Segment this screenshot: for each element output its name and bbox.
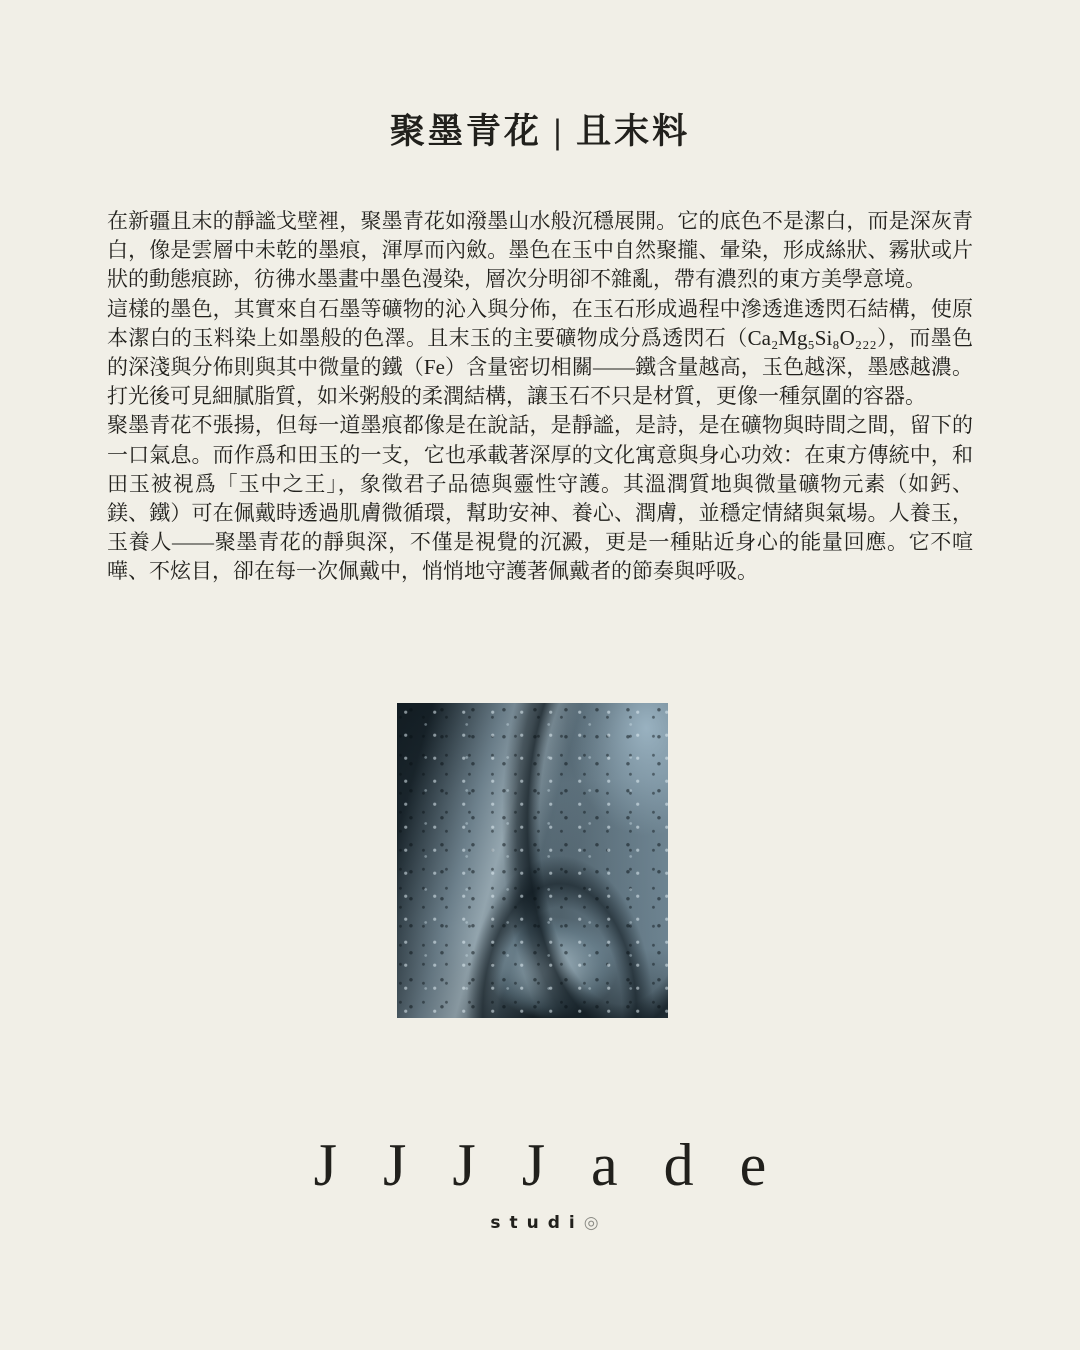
- article-text: [107, 207, 973, 587]
- brand-logotype: JJJJade: [313, 1132, 813, 1198]
- paragraph-mineralogy: 這樣的墨色，其實來自石墨等礦物的沁入與分佈，在玉石形成過程中滲透進透閃石結構，使原本潔白的玉料染上如墨般的色澤。且末玉的主要礦物成分爲透閃石（Ca₂Mg₅Si₈O₂₂₂），而墨色的深淺與分佈則與其中微量的鐵（Fe）含量密切相關——鐵含量越高，玉色越深，墨感越濃。打光後可見細膩脂質，如米粥般的柔潤結構，讓玉石不只是材質，更像一種氛圍的容器。: [107, 296, 973, 409]
- jade-photo: [397, 703, 668, 1018]
- paragraph-intro: 在新疆且末的靜謐戈壁裡，聚墨青花如潑墨山水般沉穩展開。它的底色不是潔白，而是深灰青白，像是雲層中未乾的墨痕，渾厚而內斂。墨色在玉中自然聚攏、暈染，形成絲狀、霧狀或片狀的動態痕跡，彷彿水墨畫中墨色漫染，層次分明卻不雜亂，帶有濃烈的東方美學意境。: [107, 209, 973, 292]
- paragraph-culture: 聚墨青花不張揚，但每一道墨痕都像是在說話，是靜謐，是詩，是在礦物與時間之間，留下的一口氣息。而作爲和田玉的一支，它也承載著深厚的文化寓意與身心功效：在東方傳統中，和田玉被視爲「玉中之王」，象徵君子品德與靈性守護。其溫潤質地與微量礦物元素（如鈣、鎂、鐵）可在佩戴時透過肌膚微循環，幫助安神、養心、潤膚，並穩定情緒與氣場。人養玉，玉養人——聚墨青花的靜與深，不僅是視覺的沉澱，更是一種貼近身心的能量回應。它不喧嘩、不炫目，卻在每一次佩戴中，悄悄地守護著佩戴者的節奏與呼吸。: [107, 413, 973, 584]
- studio-label: studi: [490, 1213, 584, 1233]
- studio-wordmark: [0, 1211, 1080, 1235]
- studio-ring-icon: ◎: [583, 1213, 599, 1233]
- page-title: 聚墨青花 | 且末料: [389, 112, 691, 151]
